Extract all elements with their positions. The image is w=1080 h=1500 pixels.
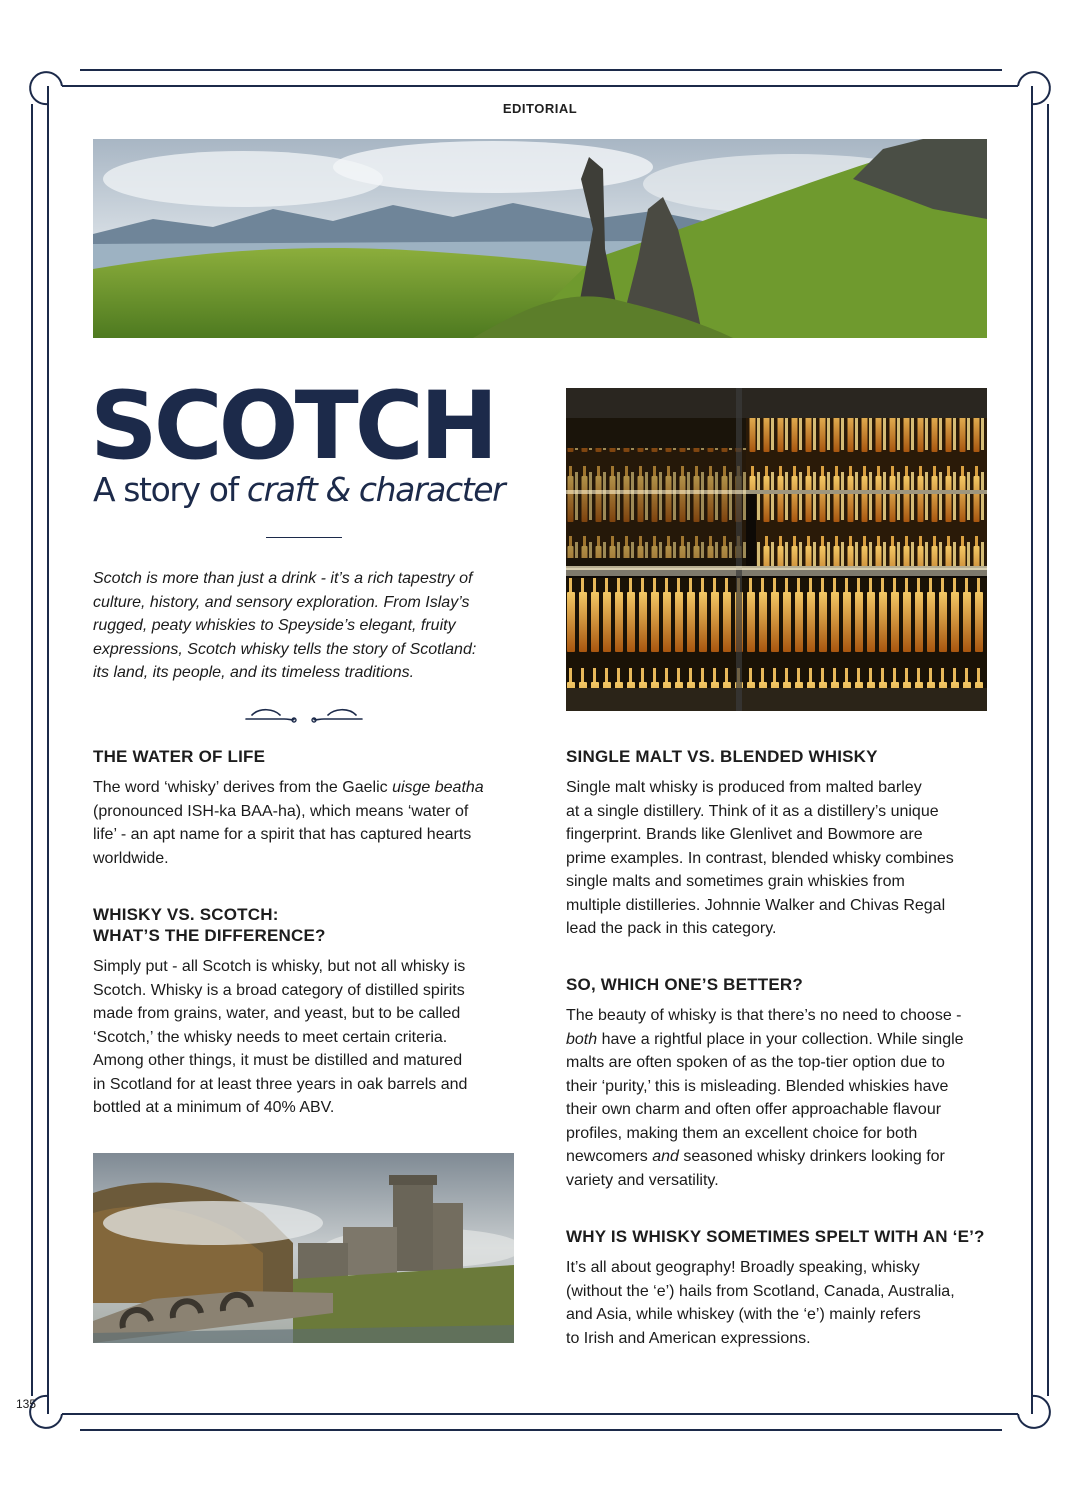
section-which-better	[566, 974, 987, 1192]
body-line: to Irish and American expressions.	[566, 1329, 811, 1347]
body-line	[566, 1145, 987, 1169]
section-spelling	[566, 1226, 987, 1350]
page-number: 135	[16, 1397, 37, 1411]
section-whisky-vs-scotch	[93, 904, 513, 1120]
article-title: SCOTCH	[90, 372, 495, 481]
subtitle-emphasis: craft & character	[246, 470, 505, 509]
hero-landscape-image	[93, 139, 987, 338]
body-line: Single malt whisky is produced from malted barley	[566, 779, 922, 796]
body-line: Scotch. Whisky is a broad category of distilled spirits	[93, 981, 465, 999]
body-line: Simply put - all Scotch is whisky, but not all whisky is	[93, 958, 466, 975]
emphasis-text: both	[566, 1030, 598, 1048]
body-line: bottled at a minimum of 40% ABV.	[93, 1099, 335, 1116]
section-water-of-life	[93, 746, 513, 870]
intro-line: its land, its people, and its timeless traditions.	[93, 664, 415, 681]
intro-line: Scotch is more than just a drink - it’s a rich tapestry of	[93, 570, 473, 587]
body-line-text: seasoned whisky drinkers looking for	[678, 1148, 945, 1165]
intro-line: rugged, peaty whiskies to Speyside’s elegant, fruity	[93, 617, 456, 634]
body-line: in Scotland for at least three years in oak barrels and	[93, 1075, 468, 1093]
body-line-text: newcomers	[566, 1148, 653, 1165]
flourish-ornament	[244, 703, 364, 725]
heading-line: WHAT’S THE DIFFERENCE?	[93, 926, 326, 945]
section-body	[566, 776, 987, 941]
body-line: malts are often spoken of as the top-tier option due to	[566, 1054, 945, 1071]
body-line: lead the pack in this category.	[566, 920, 777, 937]
body-line: ‘Scotch,’ the whisky needs to meet certain criteria.	[93, 1028, 448, 1046]
body-line: It’s all about geography! Broadly speaking, whisky	[566, 1259, 920, 1276]
body-line: prime examples. In contrast, blended whisky combines	[566, 849, 954, 867]
body-line	[566, 1028, 987, 1052]
emphasis-text: and	[652, 1148, 679, 1165]
body-line: (without the ‘e’) hails from Scotland, Canada, Australia,	[566, 1282, 955, 1300]
subtitle-plain: A story of	[93, 470, 247, 509]
gaelic-term: uisge beatha	[392, 779, 484, 796]
body-line-text: have a rightful place in your collection. While single	[597, 1030, 964, 1048]
section-body	[93, 776, 513, 870]
body-line: at a single distillery. Think of it as a distillery’s unique	[566, 802, 939, 820]
section-heading: THE WATER OF LIFE	[93, 747, 266, 766]
heading-line: WHISKY VS. SCOTCH:	[93, 905, 279, 924]
body-line: Among other things, it must be distilled and matured	[93, 1052, 463, 1069]
body-line: single malts and sometimes grain whiskies from	[566, 873, 905, 890]
body-line: fingerprint. Brands like Glenlivet and Bowmore are	[566, 826, 923, 843]
section-single-malt	[566, 746, 987, 941]
body-line-text: The word ‘whisky’ derives from the Gaelic	[93, 779, 393, 796]
title-divider	[266, 537, 342, 538]
body-line: The beauty of whisky is that there’s no need to choose -	[566, 1007, 962, 1024]
body-line: profiles, making them an excellent choice for both	[566, 1124, 918, 1142]
section-heading: WHY IS WHISKY SOMETIMES SPELT WITH AN ‘E’?	[566, 1227, 985, 1246]
intro-line: expressions, Scotch whisky tells the story of Scotland:	[93, 640, 477, 658]
body-line: made from grains, water, and yeast, but to be called	[93, 1005, 461, 1022]
article-subtitle	[93, 470, 504, 509]
body-line: life’ - an apt name for a spirit that has captured hearts	[93, 826, 472, 843]
body-line: (pronounced ISH-ka BAA-ha), which means ‘water of	[93, 802, 469, 820]
intro-paragraph	[93, 567, 513, 685]
section-body	[93, 955, 513, 1120]
castle-image	[93, 1153, 514, 1343]
body-line: their ‘purity,’ this is misleading. Blended whiskies have	[566, 1077, 949, 1095]
whisky-shelves-image	[566, 388, 987, 711]
section-body	[566, 1256, 987, 1350]
intro-line: culture, history, and sensory exploration. From Islay’s	[93, 593, 470, 611]
section-heading	[93, 904, 513, 946]
body-line: multiple distilleries. Johnnie Walker and Chivas Regal	[566, 896, 946, 914]
section-heading: SINGLE MALT VS. BLENDED WHISKY	[566, 747, 878, 766]
body-line: worldwide.	[93, 849, 169, 867]
body-line	[93, 776, 513, 800]
section-kicker: EDITORIAL	[502, 101, 578, 116]
section-body	[566, 1004, 987, 1192]
body-line: and Asia, while whiskey (with the ‘e’) mainly refers	[566, 1306, 921, 1323]
body-line: variety and versatility.	[566, 1171, 719, 1189]
section-heading: SO, WHICH ONE’S BETTER?	[566, 975, 803, 994]
body-line: their own charm and often offer approachable flavour	[566, 1101, 942, 1118]
